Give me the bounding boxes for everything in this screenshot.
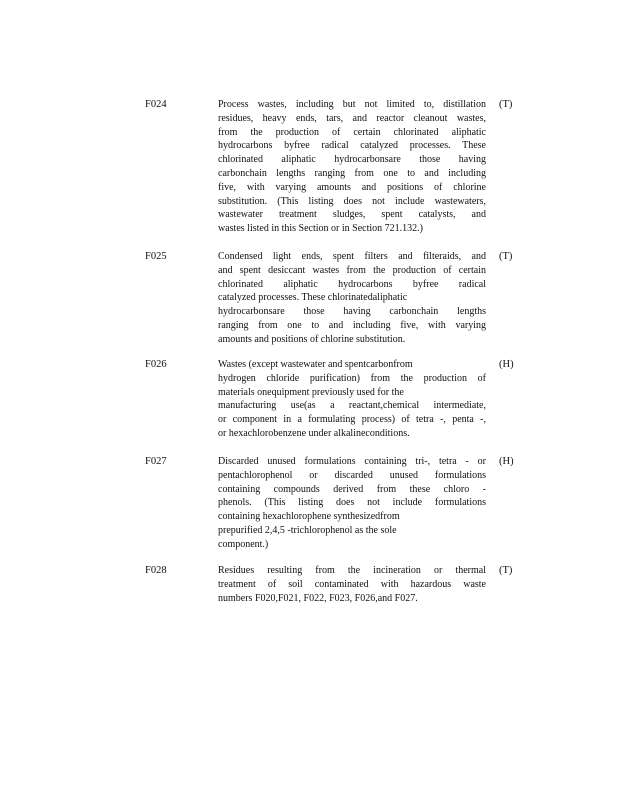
description-line: hydrocarbonsare those having carbonchain lengths <box>218 306 486 318</box>
hazard-code: (H) <box>499 456 514 467</box>
waste-code: F026 <box>145 359 167 370</box>
description-line: numbers F020,F021, F022, F023, F026,and F027. <box>218 592 418 604</box>
description-line: prepurified 2,4,5 -trichlorophenol as the sole <box>218 524 397 536</box>
description-line: residues, heavy ends, tars, and reactor cleanout wastes, <box>218 112 486 124</box>
waste-code: F027 <box>145 456 167 467</box>
description-line: amounts and positions of chlorine substitution. <box>218 333 406 345</box>
description-line: wastewater treatment sludges, spent catalysts, and <box>218 209 486 221</box>
description-line: or hexachlorobenzene under alkalineconditions. <box>218 427 410 439</box>
waste-description <box>218 564 486 605</box>
waste-description <box>218 98 486 236</box>
waste-description <box>218 455 486 552</box>
description-line: hydrogen chloride purification) from the production of <box>218 372 486 384</box>
description-line: substitution. (This listing does not include wastewaters, <box>218 195 486 207</box>
hazard-code: (H) <box>499 359 514 370</box>
description-line: wastes listed in this Section or in Section 721.132.) <box>218 223 423 235</box>
description-line: pentachlorophenol or discarded unused formulations <box>218 469 486 481</box>
description-line: Condensed light ends, spent filters and filteraids, and <box>218 251 486 262</box>
description-line: Wastes (except wastewater and spentcarbonfrom <box>218 359 413 370</box>
description-line: component.) <box>218 538 269 550</box>
description-line: containing compounds derived from these chloro - <box>218 483 486 495</box>
description-line: chlorinated aliphatic hydrocarbonsare those having <box>218 154 486 166</box>
description-line: hydrocarbons byfree radical catalyzed processes. These <box>218 140 486 152</box>
description-line: from the production of certain chlorinated aliphatic <box>218 126 486 138</box>
description-line: treatment of soil contaminated with hazardous waste <box>218 578 486 590</box>
description-line: and spent desiccant wastes from the production of certain <box>218 264 486 276</box>
description-line: or component in a formulating process) of tetra -, penta -, <box>218 414 486 426</box>
hazard-code: (T) <box>499 565 513 576</box>
description-line: catalyzed processes. These chlorinatedaliphatic <box>218 292 408 304</box>
waste-description <box>218 250 486 347</box>
description-line: containing hexachlorophene synthesizedfrom <box>218 511 400 523</box>
description-line: ranging from one to and including five, with varying <box>218 319 486 331</box>
description-line: Residues resulting from the incineration or thermal <box>218 565 486 576</box>
waste-code: F028 <box>145 565 167 576</box>
description-line: manufacturing use(as a reactant,chemical intermediate, <box>218 400 486 412</box>
hazard-code: (T) <box>499 99 513 110</box>
description-line: materials onequipment previously used for the <box>218 386 404 398</box>
description-line: chlorinated aliphatic hydrocarbons byfree radical <box>218 278 486 290</box>
description-line: phenols. (This listing does not include formulations <box>218 497 486 509</box>
description-line: Process wastes, including but not limited to, distillation <box>218 99 486 110</box>
hazard-code: (T) <box>499 251 513 262</box>
waste-code: F025 <box>145 251 167 262</box>
description-line: five, with varying amounts and positions of chlorine <box>218 181 486 193</box>
description-line: Discarded unused formulations containing tri-, tetra - or <box>218 456 486 467</box>
description-line: carbonchain lengths ranging from one to and including <box>218 167 486 179</box>
waste-description <box>218 358 486 441</box>
waste-code: F024 <box>145 99 167 110</box>
